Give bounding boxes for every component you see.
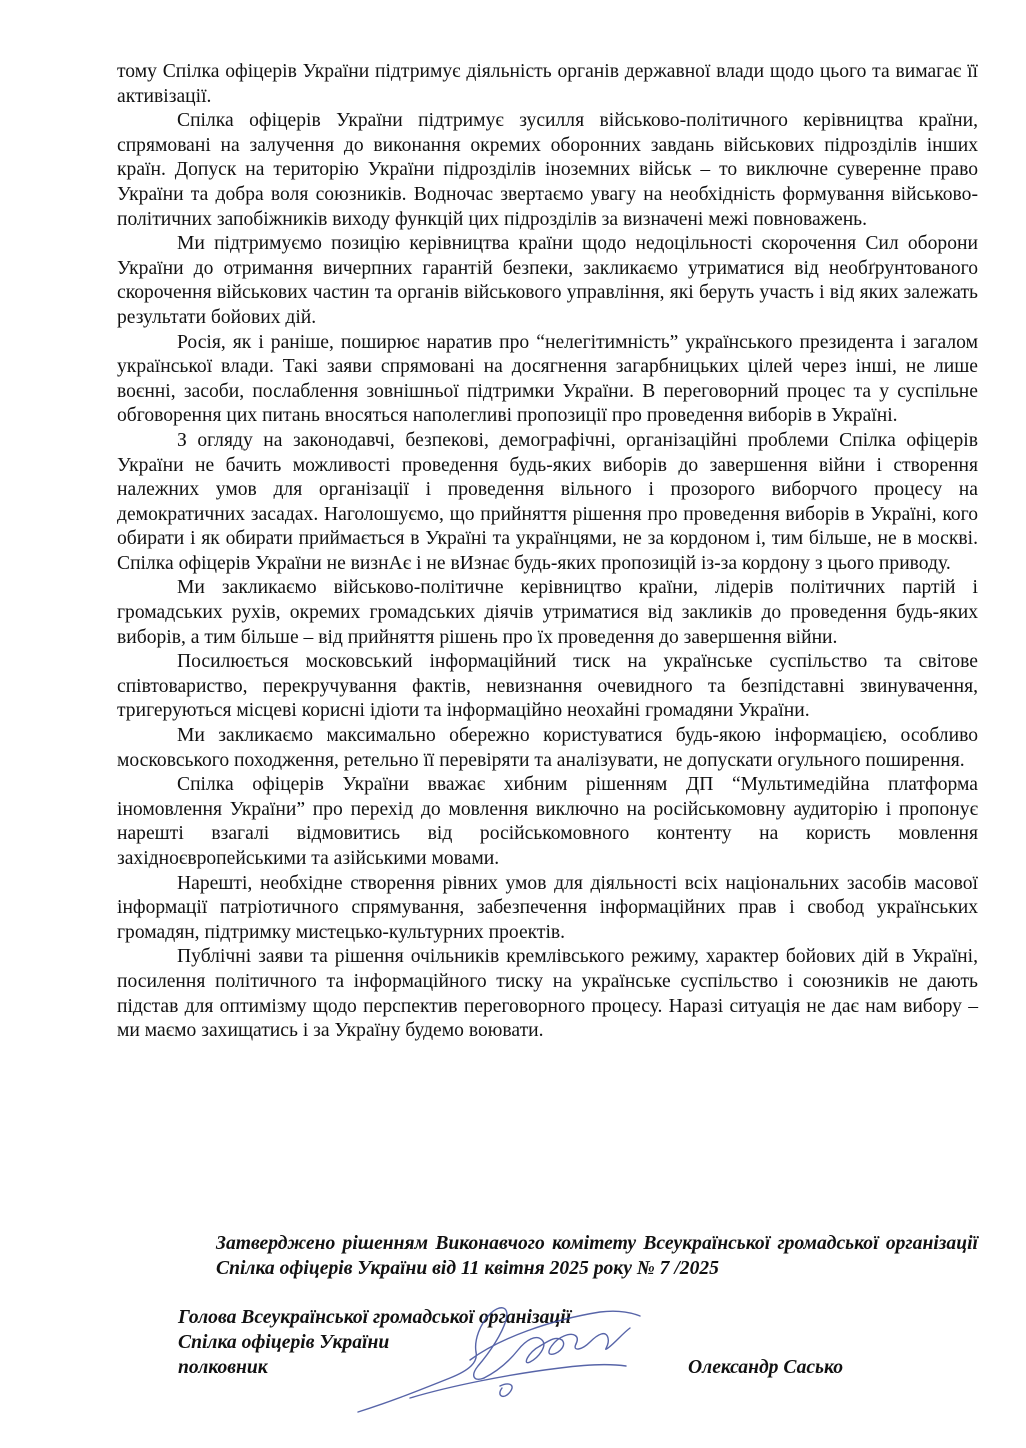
paragraph-2: Спілка офіцерів України підтримує зусилля військово-політичного керівництва країни, спрямовані на залучення до виконання окремих оборонних завдань військових підрозділів інших країн. Допуск на територію України підрозділів іноземних військ – то виключне суверенне право України та добра воля союзників. Водночас звертаємо увагу на необхідність формування військово-політичних запобіжників виходу функцій цих підрозділів за визначені межі повноважень. bbox=[117, 110, 978, 230]
signatory-name: Олександр Сасько bbox=[688, 1357, 843, 1378]
signatory-title-line1: Голова Всеукраїнської громадської організації bbox=[178, 1307, 572, 1328]
approval-note: Затверджено рішенням Виконавчого комітету Всеукраїнської громадської організації Спілка офіцерів України від 11 квітня 2025 року № 7 /2025 bbox=[216, 1233, 978, 1279]
paragraph-5: З огляду на законодавчі, безпекові, демографічні, організаційні проблеми Спілка офіцерів України не бачить можливості проведення будь-яких виборів до завершення війни і створення належних умов для організації і проведення вільного і прозорого виборчого процесу на демократичних засадах. Наголошуємо, що прийняття рішення про проведення виборів в Україні, кого обирати і як обирати приймається в Україні та українцями, не за кордоном і, тим більше, не в москві. Спілка офіцерів України не визнАє і не вИзнає будь-яких пропозицій із-за кордону з цього приводу. bbox=[117, 429, 978, 574]
signatory-rank: полковник bbox=[178, 1357, 268, 1378]
document-body bbox=[117, 60, 978, 1044]
paragraph-8: Ми закликаємо максимально обережно користуватися будь-якою інформацією, особливо московського походження, ретельно її перевіряти та аналізувати, не допускати огульного поширення. bbox=[117, 725, 978, 771]
handwritten-signature bbox=[350, 1290, 650, 1420]
paragraph-4: Росія, як і раніше, поширює наратив про “нелегітимність” українського президента і загалом української влади. Такі заяви спрямовані на досягнення загарбницьких цілей через інші, не лише воєнні, засоби, послаблення зовнішньої підтримки України. В переговорний процес та у суспільне обговорення цих питань вносяться наполегливі пропозиції про проведення виборів в Україні. bbox=[117, 331, 978, 427]
signatory-title-line2: Спілка офіцерів України bbox=[178, 1332, 390, 1353]
paragraph-9: Спілка офіцерів України вважає хибним рішенням ДП “Мультимедійна платформа іномовлення України” про перехід до мовлення виключно на російськомовну аудиторію і пропонує нарешті взагалі відмовитись від російськомовного контенту на користь мовлення західноєвропейськими та азійськими мовами. bbox=[117, 774, 978, 869]
paragraph-6: Ми закликаємо військово-політичне керівництво країни, лідерів політичних партій і громадських рухів, окремих громадських діячів утриматися від закликів до проведення будь-яких виборів, а тим більше – від прийняття рішень про їх проведення до завершення війни. bbox=[117, 577, 978, 648]
paragraph-3: Ми підтримуємо позицію керівництва країни щодо недоцільності скорочення Сил оборони України до отримання вичерпних гарантій безпеки, закликаємо утриматися від необґрунтованого скорочення військових частин та органів військового управління, які беруть участь і від яких залежать результати бойових дій. bbox=[117, 233, 978, 328]
paragraph-10: Нарешті, необхідне створення рівних умов для діяльності всіх національних засобів масової інформації патріотичного спрямування, забезпечення інформаційних прав і свобод українських громадян, підтримку мистецько-культурних проектів. bbox=[117, 872, 978, 943]
paragraph-7: Посилюється московський інформаційний тиск на українське суспільство та світове співтовариство, перекручування фактів, невизнання очевидного та безпідставні звинувачення, тригеруються місцеві корисні ідіоти та інформаційно неохайні громадяни України. bbox=[117, 651, 978, 722]
paragraph-11: Публічні заяви та рішення очільників кремлівського режиму, характер бойових дій в Україні, посилення політичного та інформаційного тиску на українське суспільство і союзників не дають підстав для оптимізму щодо перспектив переговорного процесу. Наразі ситуація не дає нам вибору – ми маємо захищатись і за Україну будемо воювати. bbox=[117, 946, 978, 1042]
paragraph-1: тому Спілка офіцерів України підтримує діяльність органів державної влади щодо цього та вимагає її активізації. bbox=[117, 61, 978, 107]
